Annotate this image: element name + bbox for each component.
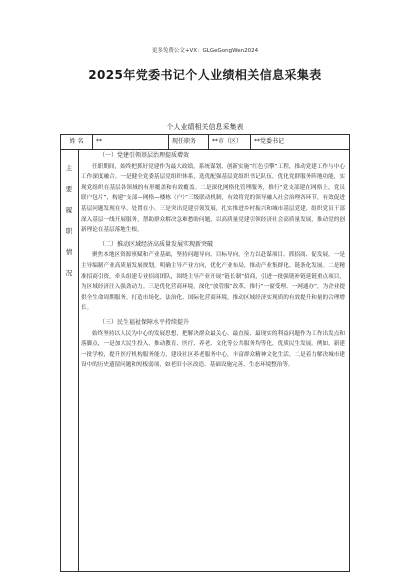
section-paragraph: 聚焦本地区资源禀赋和产业基础，坚持问题导向、目标导向，全力以赴谋项目、抓招商、促发展。一是主导编制产业高质量发展规划，明确主导产业方向，优化产业布局，推动产业集群化、链条化发展。二是精准招商引资，牵头组建专业招商团队，围绕主导产业开展“链长制”招商，引进一批强链补链延链重点项目，为区域经济注入强劲动力。三是优化营商环境，深化“放管服”改革，推行“一窗受理、一网通办”，为企业提供全生命周期服务，打造市场化、法治化、国际化营商环境，推动区域经济实现质的有效提升和量的合理增长。 xyxy=(81,252,345,312)
section xyxy=(81,318,345,371)
position-value-cell: **市（区） xyxy=(209,135,251,149)
name-value-cell: ** xyxy=(93,135,169,149)
document-title: 2025年党委书记个人业绩相关信息采集表 xyxy=(88,68,322,82)
section xyxy=(81,240,345,314)
position-label-cell: 现任职务 xyxy=(169,135,209,149)
position-detail-cell: **党委书记 xyxy=(254,138,285,145)
section-paragraph: 任职期间，始终把抓好党建作为最大政绩，系统谋划、创新实施“红色引擎”工程，推动党建工作与中心工作深度融合。一是健全党委基层党组织体系，选优配强基层党组织书记队伍，优化党群服务阵地功能，实现党组织在基层各领域的有形覆盖和有效覆盖。二是深化网格化管理服务，推行“党支部建在网格上，党员联户包片”，构建“支部—网格—楼栋（户）”三级联动机制，有效将党的领导融入社会治理各环节，有效促进基层问题发现在早、处置在小。三是突出党建引领发展，扎实推进乡村振兴和城市基层党建，组织党员干部深入基层一线开展服务，帮助群众解决急难愁盼问题，以高质量党建引领经济社会高质量发展，推动党的创新理论在基层落地生根。 xyxy=(81,163,345,234)
section-heading: （一）党建引领基层治理提质增效 xyxy=(99,152,190,159)
section-paragraph: 始终坚持以人民为中心的发展思想，把解决群众最关心、最直接、最现实的利益问题作为工作出发点和落脚点，一是加大民生投入，推动教育、医疗、养老、文化等公共服务均等化，优质民生发展。例如，新建一批学校，提升医疗机构服务能力，建设社区养老服务中心，丰富群众精神文化生活。二是着力解决城市建设中的历史遗留问题和短板弱项，如老旧小区改造、基础设施完善、生态环境整治等。 xyxy=(81,330,345,369)
section xyxy=(81,151,345,236)
duty-content xyxy=(81,151,345,371)
info-table xyxy=(60,134,350,572)
name-label-cell: 姓 名 xyxy=(61,135,93,149)
info-row xyxy=(61,135,349,150)
side-label: 主要履职情况 xyxy=(65,164,73,277)
side-label-cell xyxy=(61,150,79,572)
header-note: 更多免费公文+VX：GLGeGongWen2024 xyxy=(151,48,259,54)
section-heading: （三）民生福祉保障水平持续提升 xyxy=(99,318,190,326)
section-heading: （二）推动区域经济高质量发展实现新突破 xyxy=(99,240,214,248)
table-title: 个人业绩相关信息采集表 xyxy=(166,123,244,131)
